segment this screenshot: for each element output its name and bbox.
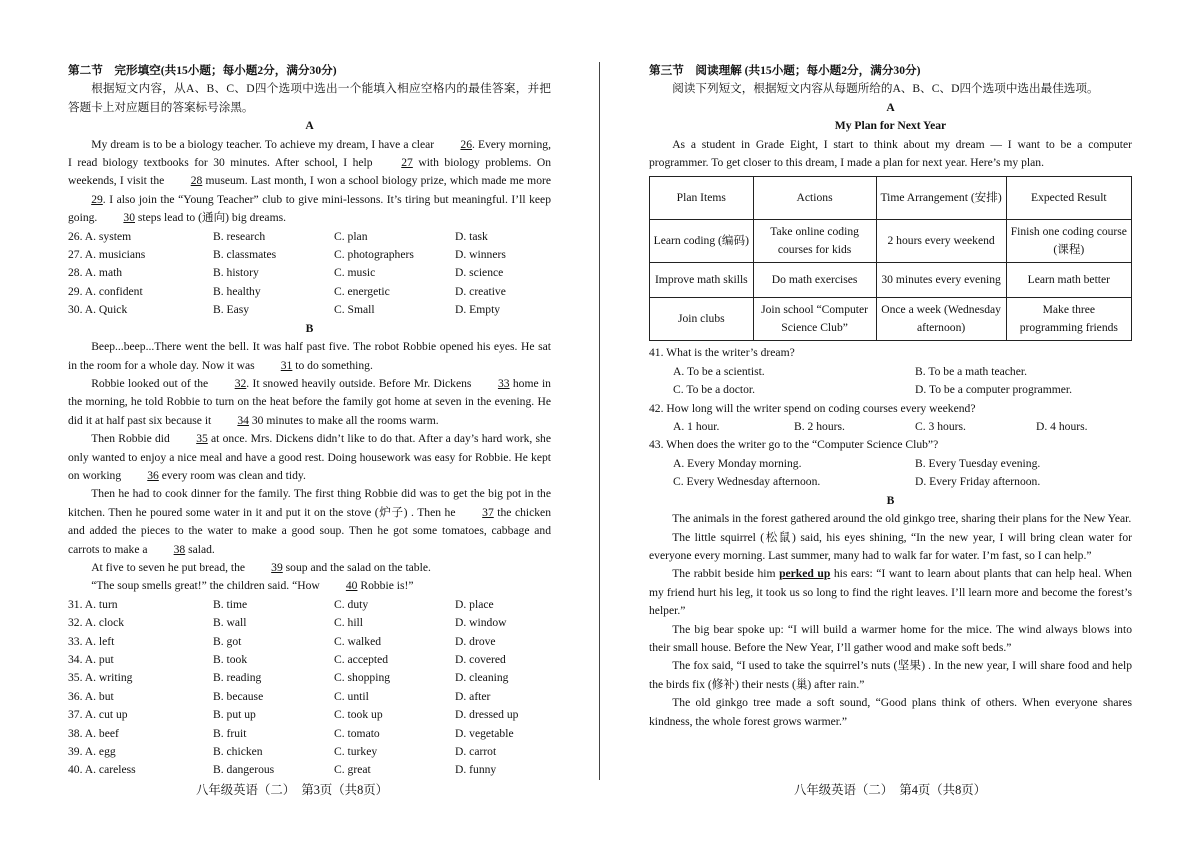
- reading-passage-b-p4: The big bear spoke up: “I will build a warmer home for the mice. The wind always blows into their small house. Before the New Year, I’ll gather wood and make soft beds.”: [649, 622, 1132, 654]
- section-title-reading: 第三节 阅读理解 (共15小题；每小题2分，满分30分): [649, 64, 921, 77]
- reading-passage-b-p3: [649, 565, 1132, 620]
- option-row: [68, 283, 551, 301]
- option: B. research: [213, 229, 266, 243]
- option: 31. A. turn: [68, 597, 118, 611]
- option: B. fruit: [213, 726, 247, 740]
- option: C. hill: [334, 616, 363, 630]
- cloze-text: . Every morning, I read biology textbooks for 30 minutes. After school, I help: [68, 137, 551, 170]
- reading-passage-b-p1: The animals in the forest gathered around the old ginkgo tree, sharing their plans for the New Year.: [672, 512, 1132, 526]
- table-cell: Learn math better: [1006, 263, 1131, 298]
- table-row: [650, 298, 1132, 341]
- option: D. vegetable: [455, 726, 514, 740]
- option: D. Empty: [455, 303, 501, 317]
- question-43: 43. When does the writer go to the “Computer Science Club”?: [649, 438, 939, 452]
- option: B. time: [213, 597, 248, 611]
- cloze-passage-a-p1: [68, 136, 551, 228]
- table-cell: Join school “Computer Science Club”: [753, 298, 876, 341]
- table-header-row: [650, 177, 1132, 220]
- option: 33. A. left: [68, 634, 115, 648]
- cloze-text: to do something.: [292, 358, 373, 372]
- option: D. after: [455, 689, 491, 703]
- reading-instruction: 阅读下列短文，根据短文内容从每题所给的A、B、C、D四个选项中选出最佳选项。: [672, 82, 1099, 96]
- reading-passage-b-p6: The old ginkgo tree made a soft sound, “Good plans think of others. When everyone shares kindness, the whole forest grows warmer.”: [649, 696, 1132, 728]
- cloze-text: with biology problems. On weekends, I visit the: [68, 156, 551, 188]
- answer-option: B. To be a math teacher.: [915, 364, 1027, 378]
- option: D. science: [455, 266, 504, 280]
- option: 32. A. clock: [68, 616, 125, 630]
- passage-a-label: A: [305, 119, 314, 133]
- option: B. wall: [213, 616, 247, 630]
- table-cell: Take online coding courses for kids: [753, 220, 876, 263]
- option-row: [68, 669, 551, 687]
- option: 39. A. egg: [68, 745, 116, 759]
- option: B. Easy: [213, 303, 250, 317]
- option: D. dressed up: [455, 708, 519, 722]
- page-footer-4: 八年级英语（二） 第4页（共8页）: [794, 783, 987, 797]
- option: C. took up: [334, 708, 383, 722]
- blank-36: 36: [147, 468, 159, 482]
- cloze-text: salad.: [185, 542, 215, 556]
- cloze-text: home in the morning, he told Robbie to turn on the heat before the family got home at seven in the evening. He did it at half past six because it: [68, 376, 551, 427]
- reading-passage-a-label: A: [886, 100, 895, 114]
- option-row: [68, 633, 551, 651]
- option: 40. A. careless: [68, 763, 136, 777]
- option: C. photographers: [334, 248, 414, 262]
- option-row: [68, 614, 551, 632]
- table-cell: Make three programming friends: [1006, 298, 1131, 341]
- cloze-text: . I also join the “Young Teacher” club to give mini-lessons. It’s tiring but meaningful. I’ll keep going.: [68, 192, 551, 225]
- cloze-passage-b-p1: [68, 338, 551, 375]
- option: C. tomato: [334, 726, 380, 740]
- table-row: [650, 220, 1132, 263]
- option: 29. A. confident: [68, 284, 143, 298]
- table-header-cell: Time Arrangement (安排): [876, 177, 1006, 220]
- answer-option: B. Every Tuesday evening.: [915, 456, 1041, 470]
- cloze-text: Then Robbie did: [91, 432, 174, 446]
- option: D. cleaning: [455, 671, 509, 685]
- cloze-passage-b-p5: [68, 559, 551, 577]
- cloze-text: at once. Mrs. Dickens didn’t like to do that. After a day’s hard work, she only wanted to enjoy a nice meal and have a good rest. Doing housework was easy for Robbie. He kept on working: [68, 432, 551, 482]
- blank-27: 27: [401, 156, 413, 170]
- column-divider: [599, 62, 600, 780]
- option: D. window: [455, 616, 507, 630]
- answer-option: C. To be a doctor.: [673, 383, 756, 397]
- question-options: [649, 363, 1132, 400]
- blank-29: 29: [91, 192, 103, 206]
- cloze-text: Robbie is!”: [357, 579, 414, 593]
- cloze-text: museum. Last month, I won a school biology prize, which made me more: [202, 174, 551, 188]
- option: D. winners: [455, 248, 506, 262]
- answer-option: D. Every Friday afternoon.: [915, 475, 1041, 489]
- option: B. healthy: [213, 284, 261, 298]
- option: C. plan: [334, 229, 368, 243]
- option: 36. A. but: [68, 689, 114, 703]
- option: D. drove: [455, 634, 496, 648]
- cloze-text: “The soup smells great!” the children said. “How: [91, 579, 323, 593]
- option: C. great: [334, 763, 371, 777]
- blank-38: 38: [173, 542, 186, 556]
- cloze-text: My dream is to be a biology teacher. To achieve my dream, I have a clear: [91, 137, 438, 151]
- option: B. put up: [213, 708, 256, 722]
- option: 37. A. cut up: [68, 708, 128, 722]
- option: D. task: [455, 229, 488, 243]
- blank-32: 32: [234, 376, 247, 390]
- p3-end: his ears: “I want to learn about plants that can help heal. When my friend hurt his leg, it took us so long to find the right leaves. I’ll learn more and become the forest’s helper.”: [649, 567, 1132, 618]
- option: B. reading: [213, 671, 262, 685]
- cloze-text: the chicken and added the pieces to the water to make a good soup. Then he got some tomatoes, cabbage and carrots to make a: [68, 505, 551, 556]
- blank-37: 37: [482, 505, 494, 519]
- options-a: [68, 228, 551, 320]
- cloze-text: . It snowed heavily outside. Before Mr. Dickens: [246, 376, 475, 390]
- table-cell: 2 hours every weekend: [876, 220, 1006, 263]
- option-row: [68, 596, 551, 614]
- option: 30. A. Quick: [68, 303, 128, 317]
- option: C. until: [334, 689, 369, 703]
- reading-passage-b-label: B: [886, 493, 895, 507]
- section-title-cloze: 第二节 完形填空(共15小题；每小题2分，满分30分): [68, 64, 337, 77]
- option: C. turkey: [334, 745, 378, 759]
- option-row: [68, 688, 551, 706]
- blank-39: 39: [271, 560, 283, 574]
- option: C. shopping: [334, 671, 391, 685]
- question-41: 41. What is the writer’s dream?: [649, 346, 795, 360]
- cloze-text: At five to seven he put bread, the: [91, 560, 248, 574]
- option: B. dangerous: [213, 763, 275, 777]
- option-row: [68, 743, 551, 761]
- question-options: [649, 418, 1132, 436]
- option-row: [68, 761, 551, 779]
- option-row: [68, 725, 551, 743]
- option-row: [68, 264, 551, 282]
- option-row: [68, 651, 551, 669]
- question-options: [649, 455, 1132, 492]
- option-row: [68, 228, 551, 246]
- option: B. history: [213, 266, 259, 280]
- options-b: [68, 596, 551, 780]
- cloze-text: soup and the salad on the table.: [282, 560, 431, 574]
- reading-passage-b-p2: The little squirrel (松鼠) said, his eyes shining, “In the new year, I will bring clean water for everyone every morning. Last summer, many had to walk far for water. I’m fast, so I can help.”: [649, 530, 1132, 562]
- answer-option: A. 1 hour.: [673, 420, 720, 434]
- blank-40: 40: [345, 579, 358, 593]
- p3-start: The rabbit beside him: [672, 567, 780, 581]
- cloze-text: Then he had to cook dinner for the family. The first thing Robbie did was to get the big pot in the kitchen. Then he poured some water in it and put it on the stove (炉子) . Then he: [68, 487, 551, 519]
- table-row: [650, 263, 1132, 298]
- table-cell: 30 minutes every evening: [876, 263, 1006, 298]
- questions-41-43: [649, 344, 1132, 491]
- question-42: 42. How long will the writer spend on coding courses every weekend?: [649, 401, 976, 415]
- answer-option: D. To be a computer programmer.: [915, 383, 1073, 397]
- table-cell: Once a week (Wednesday afternoon): [876, 298, 1006, 341]
- table-cell: Do math exercises: [753, 263, 876, 298]
- option: B. because: [213, 689, 264, 703]
- option: 27. A. musicians: [68, 248, 146, 262]
- blank-30: 30: [123, 211, 135, 225]
- option: C. accepted: [334, 653, 389, 666]
- option-row: [68, 301, 551, 319]
- plan-table: [649, 176, 1132, 341]
- option: 38. A. beef: [68, 726, 119, 740]
- option: D. funny: [455, 763, 497, 777]
- cloze-passage-b-p4: [68, 485, 551, 559]
- answer-option: C. 3 hours.: [915, 420, 966, 434]
- option: B. got: [213, 634, 242, 648]
- option: D. covered: [455, 653, 506, 666]
- answer-option: A. Every Monday morning.: [673, 456, 802, 470]
- table-header-cell: Expected Result: [1006, 177, 1131, 220]
- cloze-passage-b-p6: [68, 577, 551, 595]
- option: C. Small: [334, 303, 375, 317]
- answer-option: C. Every Wednesday afternoon.: [673, 475, 821, 489]
- answer-option: A. To be a scientist.: [673, 364, 765, 378]
- option: B. chicken: [213, 745, 263, 759]
- answer-option: B. 2 hours.: [794, 420, 845, 434]
- blank-34: 34: [237, 413, 249, 427]
- cloze-passage-b-p3: [68, 430, 551, 485]
- cloze-text: Robbie looked out of the: [91, 376, 212, 390]
- blank-26: 26: [460, 137, 473, 151]
- cloze-instruction: 根据短文内容，从A、B、C、D四个选项中选出一个能填入相应空格内的最佳答案，并把答题卡上对应题目的答案标号涂黑。: [68, 82, 551, 114]
- table-header-cell: Plan Items: [650, 177, 754, 220]
- option: B. classmates: [213, 248, 277, 262]
- option: C. energetic: [334, 284, 390, 298]
- table-cell: Finish one coding course (课程): [1006, 220, 1131, 263]
- option: 28. A. math: [68, 266, 123, 280]
- option: D. carrot: [455, 745, 497, 759]
- reading-passage-b-p5: The fox said, “I used to take the squirrel’s nuts (坚果) . In the new year, I will share food and help the birds fix (修补) their nests (巢) after rain.”: [649, 659, 1132, 691]
- answer-option: D. 4 hours.: [1036, 420, 1088, 434]
- blank-31: 31: [280, 358, 293, 372]
- option: D. place: [455, 597, 494, 611]
- cloze-text: every room was clean and tidy.: [158, 468, 306, 482]
- blank-28: 28: [190, 174, 203, 188]
- right-column: [649, 62, 1132, 731]
- option-row: [68, 706, 551, 724]
- blank-35: 35: [196, 432, 208, 446]
- option-row: [68, 246, 551, 264]
- option: 35. A. writing: [68, 671, 133, 685]
- table-cell: Improve math skills: [650, 263, 754, 298]
- table-cell: Join clubs: [650, 298, 754, 341]
- option: B. took: [213, 653, 248, 666]
- option: C. walked: [334, 634, 382, 648]
- underlined-phrase: perked up: [779, 567, 831, 581]
- table-cell: Learn coding (编码): [650, 220, 754, 263]
- table-header-cell: Actions: [753, 177, 876, 220]
- option: 26. A. system: [68, 229, 132, 243]
- cloze-text: Beep...beep...There went the bell. It was half past five. The robot Robbie opened his eyes. He sat in the room for a whole day. Now it was: [68, 340, 551, 372]
- option: D. creative: [455, 284, 506, 298]
- blank-33: 33: [497, 376, 510, 390]
- option: C. duty: [334, 597, 369, 611]
- reading-passage-a-p1: As a student in Grade Eight, I start to think about my dream — I want to be a computer programmer. To get closer to this dream, I made a plan for next year. Here’s my plan.: [649, 137, 1132, 170]
- passage-b-label: B: [305, 321, 314, 335]
- option: C. music: [334, 266, 376, 280]
- option: 34. A. put: [68, 653, 114, 666]
- cloze-text: 30 minutes to make all the rooms warm.: [248, 413, 439, 427]
- cloze-passage-b-p2: [68, 375, 551, 430]
- page-footer-3: 八年级英语（二） 第3页（共8页）: [196, 783, 389, 797]
- reading-passage-a-title: My Plan for Next Year: [834, 119, 947, 133]
- cloze-text: steps lead to (通向) big dreams.: [135, 211, 287, 225]
- left-column: [68, 62, 551, 780]
